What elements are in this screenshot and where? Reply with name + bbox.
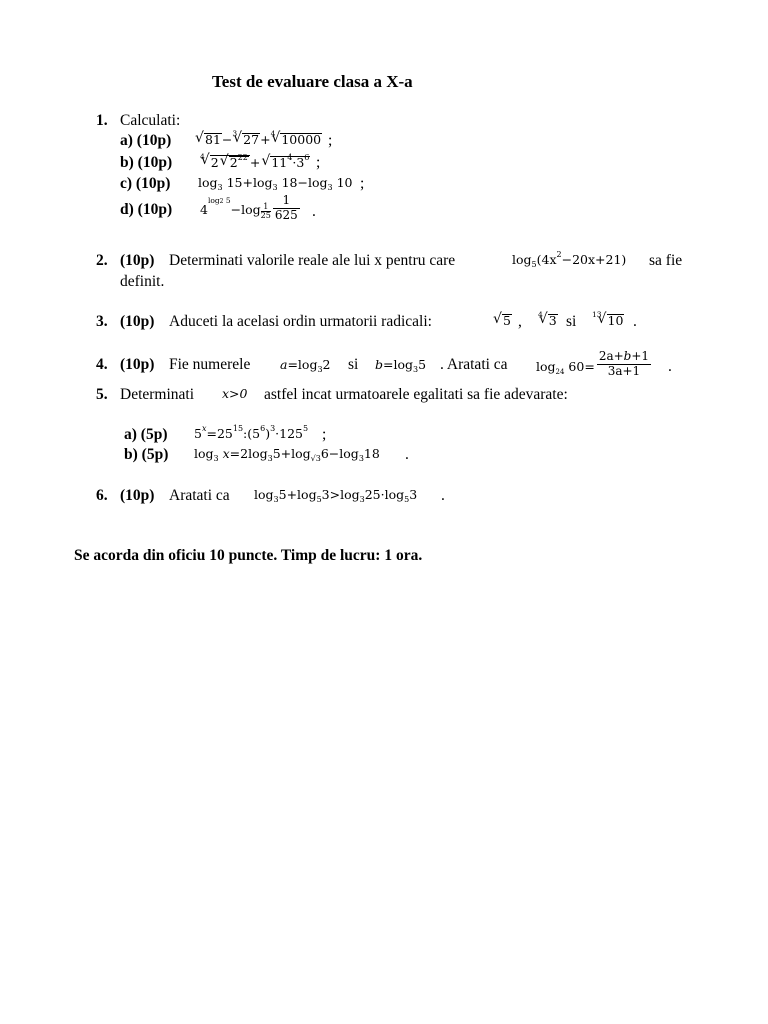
problem-4-si: si — [348, 356, 359, 373]
problem-3-comma: , — [518, 313, 522, 330]
problem-1-number: 1. — [96, 112, 108, 129]
footer-note: Se acorda din oficiu 10 puncte. Timp de lucru: 1 ora. — [74, 547, 423, 564]
problem-4-identity: $\log_{24} 60=$ $\frac{2a+b+1}{3a+1}$ — [536, 349, 650, 378]
problem-2-expression: $\log_5(4x^2-20x+21)$ — [512, 250, 627, 269]
problem-6-text: Aratati ca — [169, 487, 230, 504]
problem-5b-label: b) (5p) — [124, 446, 169, 463]
problem-1-text: Calculati: — [120, 112, 181, 129]
problem-2-tail: sa fie — [649, 252, 683, 269]
problem-1b-label: b) (10p) — [120, 154, 173, 171]
problem-1a-separator: ; — [328, 132, 333, 149]
problem-5a-label: a) (5p) — [124, 426, 168, 443]
problem-6-end: . — [441, 487, 445, 504]
root4-3: $^4$√ 3 — [538, 314, 558, 328]
problem-3-si: si — [566, 313, 577, 330]
problem-1a-label: a) (10p) — [120, 132, 172, 149]
problem-5-text-2: astfel incat urmatoarele egalitati sa fie adevarate: — [264, 386, 568, 403]
problem-3-points: (10p) — [120, 313, 155, 330]
problem-5-number: 5. — [96, 386, 108, 403]
root13-10: $^{13}$√ 10 — [592, 314, 624, 328]
problem-5-text: Determinati — [120, 386, 195, 403]
problem-3-end: . — [633, 313, 637, 330]
problem-6-number: 6. — [96, 487, 108, 504]
problem-5a-separator: ; — [322, 426, 327, 443]
problem-5a-expression: $5^x=25^{15}:(5^6)^3\cdot 125^5$ — [194, 424, 309, 441]
root4-10000: √ 10000 — [271, 133, 322, 147]
problem-2-tail-2: definit. — [120, 273, 165, 290]
sqrt-5: √ 5 — [492, 314, 512, 328]
problem-4-number: 4. — [96, 356, 108, 373]
problem-1d-end: . — [312, 203, 316, 220]
problem-5-condition: x>0 — [222, 386, 248, 401]
problem-4-text-2: . Aratati ca — [440, 356, 508, 373]
sqrt-81: √ 81 — [195, 133, 222, 147]
problem-4-text: Fie numerele — [169, 356, 251, 373]
problem-4-points: (10p) — [120, 356, 155, 373]
problem-5b-expression: $\log_3 x=2\log_35+\log_{√3}6-\log_318$ — [194, 446, 380, 463]
problem-1c-expression: $\log_3 15+\log_3$ $18-\log_3$ 10 — [198, 175, 353, 192]
problem-1c-label: c) (10p) — [120, 175, 171, 192]
problem-6-points: (10p) — [120, 487, 155, 504]
problem-5b-separator: . — [405, 446, 409, 463]
page-title: Test de evaluare clasa a X-a — [212, 72, 413, 91]
cbrt-27: √ 27 — [233, 133, 260, 147]
problem-3-number: 3. — [96, 313, 108, 330]
problem-6-expression: $\log_35+\log_53>\log_325\cdot\log_53$ — [254, 487, 418, 504]
b-definition: $b=\log_35$ — [375, 357, 427, 374]
problem-2-number: 2. — [96, 252, 108, 269]
problem-1d-label: d) (10p) — [120, 201, 173, 218]
problem-1c-separator: ; — [360, 175, 365, 192]
problem-2-text: Determinati valorile reale ale lui x pentru care — [169, 252, 456, 269]
a-definition: $a=\log_32$ — [280, 357, 331, 374]
problem-2-points: (10p) — [120, 252, 155, 269]
problem-3-text: Aduceti la acelasi ordin urmatorii radicali: — [169, 313, 432, 330]
problem-1d-expression: $4^{log2 5}-\log$ $\frac{1}{25}$ $\frac{1}{625}$ — [200, 193, 298, 222]
problem-1b-separator: ; — [316, 154, 321, 171]
problem-1a-expression: √ 81−$^3$√ 27+$^4$√ 10000 — [194, 133, 322, 147]
problem-4-end: . — [668, 358, 672, 375]
problem-1b-expression: $^4$√ 2√ $2^{22}$ +√ $11^4\cdot 3^6$ — [200, 155, 310, 170]
